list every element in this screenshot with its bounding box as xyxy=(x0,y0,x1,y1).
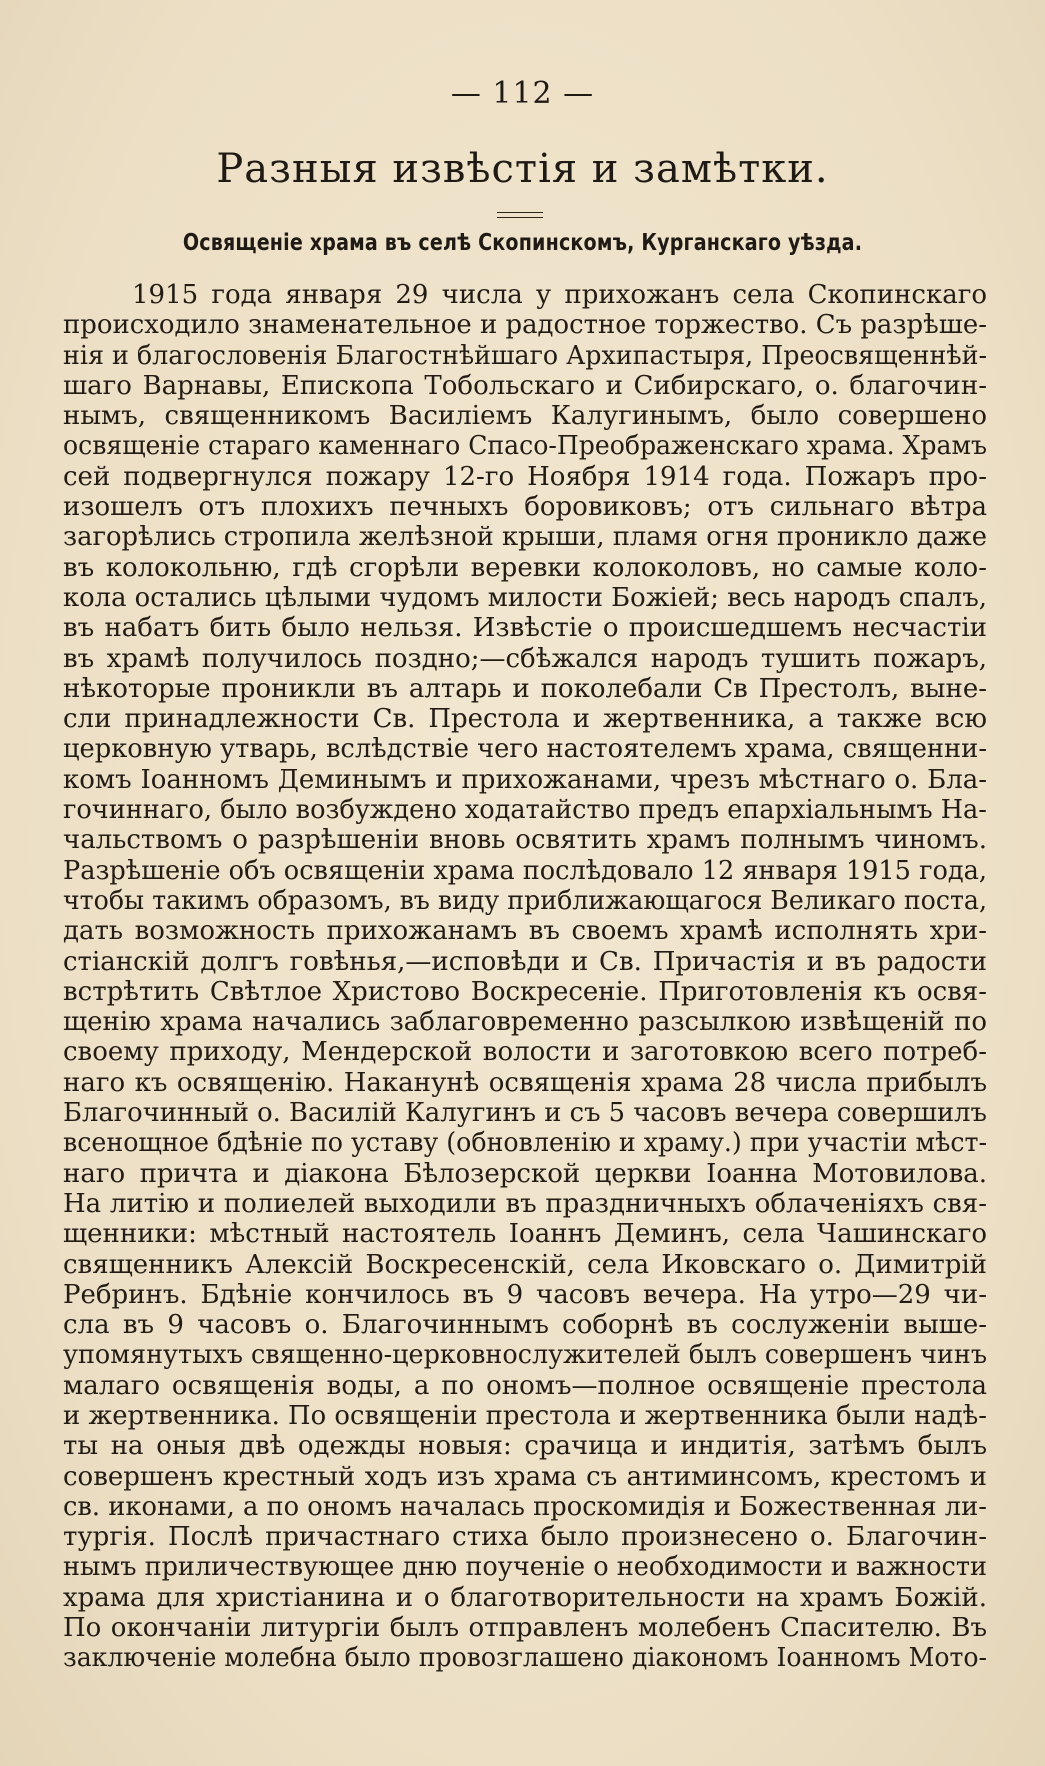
body-line: шаго Варнавы, Епископа Тобольскаго и Сибирскаго, о. благочин- xyxy=(63,370,987,401)
body-line: нымъ, священникомъ Василіемъ Калугинымъ, было совершено xyxy=(63,401,987,432)
body-line: гочиннаго, было возбуждено ходатайство предъ епархіальнымъ На- xyxy=(63,795,987,826)
body-line: нія и благословенія Благостнѣйшаго Архипастыря, Преосвященнѣй- xyxy=(63,340,988,371)
body-line: малаго освященія воды, а по ономъ—полное освященіе престола xyxy=(63,1370,987,1401)
body-line: нѣкоторые проникли въ алтарь и поколебали Св Престолъ, выне- xyxy=(63,673,987,704)
body-line: въ набатъ бить было нельзя. Извѣстіе о происшедшемъ несчастіи xyxy=(63,613,987,644)
body-line: священникъ Алексій Воскресенскій, села Иковскаго о. Димитрій xyxy=(63,1249,987,1280)
body-line: загорѣлись стропила желѣзной крыши, пламя огня проникло даже xyxy=(63,522,988,553)
body-line: сли принадлежности Св. Престола и жертвенника, а также всю xyxy=(63,704,987,735)
body-line: храма для христіанина и о благотворительности на храмъ Божій. xyxy=(63,1582,987,1613)
body-line: наго причта и діакона Бѣлозерской церкви Іоанна Мотовилова. xyxy=(63,1158,987,1189)
body-line: сей подвергнулся пожару 12-го Ноября 1914 года. Пожаръ про- xyxy=(63,461,987,492)
page-number: — 112 — xyxy=(450,76,595,111)
body-line: дать возможность прихожанамъ въ своемъ храмѣ исполнять хри- xyxy=(63,916,987,947)
body-line: 1915 года января 29 числа у прихожанъ села Скопинскаго xyxy=(132,280,987,310)
body-line: тургія. Послѣ причастнаго стиха было произнесено о. Благочин- xyxy=(63,1522,987,1553)
body-line: происходило знаменательное и радостное торжество. Съ разрѣше- xyxy=(63,310,987,341)
body-line: Ребринъ. Бдѣніе кончилось въ 9 часовъ вечера. На утро—29 чи- xyxy=(63,1279,987,1310)
body-line: наго къ освященію. Наканунѣ освященія храма 28 числа прибылъ xyxy=(63,1067,987,1098)
body-line: заключеніе молебна было провозглашено діакономъ Іоанномъ Мото- xyxy=(63,1643,987,1674)
body-line: чтобы такимъ образомъ, въ виду приближающагося Великаго поста, xyxy=(63,885,987,916)
body-line: въ храмѣ получилось поздно;—сбѣжался народъ тушить пожаръ, xyxy=(63,643,987,674)
body-line: упомянутыхъ священно-церковнослужителей былъ совершенъ чинъ xyxy=(63,1340,988,1371)
body-line: совершенъ крестный ходъ изъ храма съ антиминсомъ, крестомъ и xyxy=(63,1461,987,1492)
body-line: сла въ 9 часовъ о. Благочиннымъ соборнѣ въ сослуженіи выше- xyxy=(63,1310,987,1341)
body-line: Благочинный о. Василій Калугинъ и съ 5 часовъ вечера совершилъ xyxy=(63,1098,987,1129)
body-line: щенники: мѣстный настоятель Іоаннъ Деминъ, села Чашинскаго xyxy=(63,1219,987,1250)
body-line: освященіе стараго каменнаго Спасо-Преображенскаго храма. Храмъ xyxy=(63,431,988,462)
body-line: своему приходу, Мендерской волости и заготовкою всего потреб- xyxy=(63,1037,987,1068)
body-line: всенощное бдѣніе по уставу (обновленію и храму.) при участіи мѣст- xyxy=(63,1128,988,1159)
body-line: На литію и полиелей выходили въ праздничныхъ облаченіяхъ свя- xyxy=(63,1188,987,1219)
body-line: въ колокольню, гдѣ сгорѣли веревки колоколовъ, но самые коло- xyxy=(63,552,987,583)
body-line: ты на оныя двѣ одежды новыя: срачица и индитія, затѣмъ былъ xyxy=(63,1431,987,1462)
body-line: Разрѣшеніе объ освященіи храма послѣдовало 12 января 1915 года, xyxy=(63,855,988,886)
body-line: По окончаніи литургіи былъ отправленъ молебенъ Спасителю. Въ xyxy=(63,1613,987,1644)
article-body xyxy=(63,280,987,1674)
body-line: церковную утварь, вслѣдствіе чего настоятелемъ храма, священни- xyxy=(63,734,988,765)
body-line: комъ Іоанномъ Деминымъ и прихожанами, чрезъ мѣстнаго о. Бла- xyxy=(63,764,987,795)
body-line: чальствомъ о разрѣшеніи вновь освятить храмъ полнымъ чиномъ. xyxy=(63,825,987,856)
body-line: щенію храма начались заблаговременно разсылкою извѣщеній по xyxy=(63,1007,987,1038)
title-divider xyxy=(497,212,543,218)
article-heading: Освященіе храма въ селѣ Скопинскомъ, Курганскаго уѣзда. xyxy=(182,230,863,256)
body-line: встрѣтить Свѣтлое Христово Воскресеніе. Приготовленія къ освя- xyxy=(63,976,987,1007)
body-line: стіанскій долгъ говѣнья,—исповѣди и Св. Причастія и въ радости xyxy=(63,946,987,977)
body-line: нымъ приличествующее дню поученіе о необходимости и важности xyxy=(63,1552,987,1583)
body-line: кола остались цѣлыми чудомъ милости Божіей; весь народъ спалъ, xyxy=(63,582,987,613)
body-line: изошелъ отъ плохихъ печныхъ боровиковъ; отъ сильнаго вѣтра xyxy=(63,492,987,523)
body-line: св. иконами, а по ономъ началась проскомидія и Божественная ли- xyxy=(63,1491,987,1522)
body-line: и жертвенника. По освященіи престола и жертвенника были надѣ- xyxy=(63,1400,987,1431)
section-title: Разныя извѣстія и замѣтки. xyxy=(216,146,829,192)
